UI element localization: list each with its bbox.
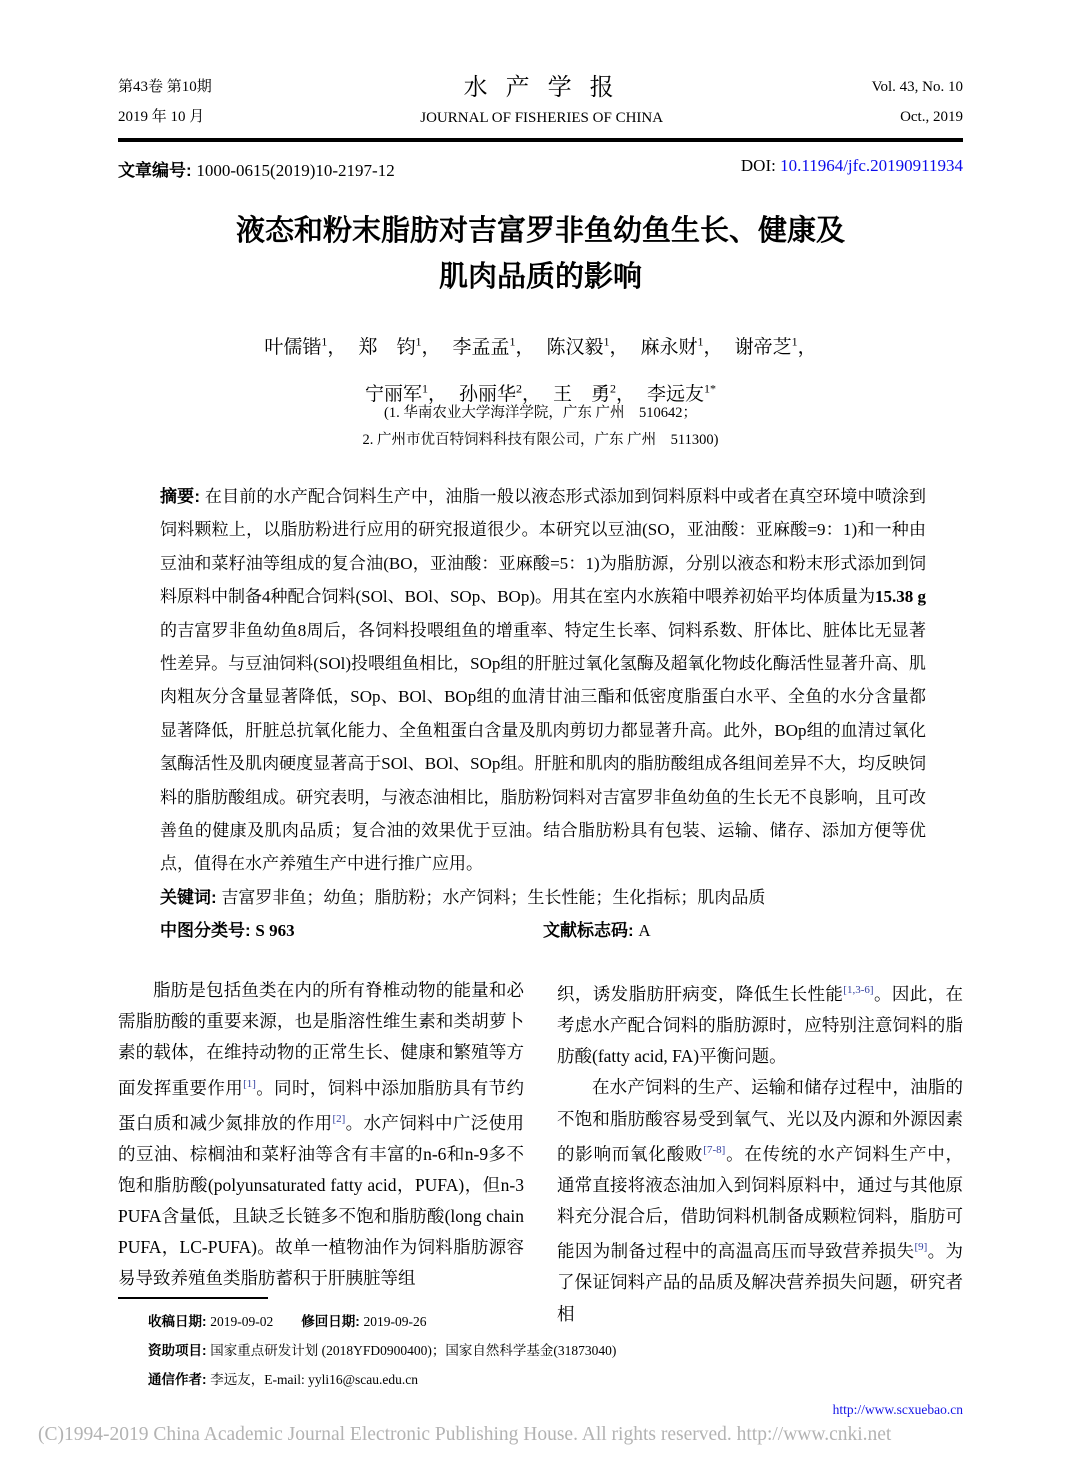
funding-value: 国家重点研发计划 (2018YFD0900400)；国家自然科学基金(31873040) [210, 1343, 617, 1358]
revised-label: 修回日期: [301, 1314, 364, 1329]
body-text: 在水产饲料的生产、运输和储存过程中，油脂的不饱和脂肪酸容易受到氧气、光以及内源和外源因素的影响而氧化酸败 [557, 1077, 963, 1164]
funding-label: 资助项目: [148, 1343, 211, 1358]
body-text: 。水产饲料中广泛使用的豆油、棕榈油和菜籽油等含有丰富的n-6和n-9多不饱和脂肪酸(polyunsaturated fatty acid，PUFA)，但n-3 PUFA含量低，且缺乏长链多不饱和脂肪酸(long chain PUFA，LC-PUFA)。故单一植物油作为饲料脂肪源容易导致养殖鱼类脂肪蓄积于肝胰脏等组 [118, 1112, 525, 1289]
affiliation-2: 2. 广州市优百特饲料科技有限公司，广东 广州 511300) [362, 432, 719, 448]
author-separator: ， [515, 337, 535, 359]
volume-issue-cn: 第43卷 第10期 [118, 79, 212, 95]
author [264, 337, 346, 358]
article-title [118, 208, 963, 300]
document-code-label: 文献标志码: [543, 921, 639, 941]
abstract-section [160, 480, 926, 948]
meta-row [118, 156, 963, 181]
journal-title-en: JOURNAL OF FISHERIES OF CHINA [420, 110, 664, 126]
document-code [543, 914, 651, 947]
clc-value: S 963 [255, 921, 295, 941]
author [735, 337, 817, 358]
author-separator: ， [703, 337, 723, 359]
copyright-line: (C)1994-2019 China Academic Journal Electronic Publishing House. All rights reserved. http://www.cnki.net [38, 1424, 892, 1445]
author-affiliation-superscript: 2 [515, 381, 522, 396]
article-number-label: 文章编号: [118, 161, 197, 180]
body-text: 。同时，饲料中添加脂肪具有节约蛋白质和减少氮排放的作用 [118, 1077, 525, 1133]
author-affiliation-superscript: 1* [704, 381, 717, 396]
body-paragraph [118, 975, 524, 1295]
corresponding-label: 通信作者: [148, 1372, 211, 1387]
scxuebao-link[interactable]: http://www.scxuebao.cn [832, 1402, 963, 1417]
abstract-text-1: 在目前的水产配合饲料生产中，油脂一般以液态形式添加到饲料原料中或者在真空环境中喷涂到饲料颗粒上，以脂肪粉进行应用的研究报道很少。本研究以豆油(SO，亚油酸：亚麻酸=9：1)和一种由豆油和菜籽油等组成的复合油(BO，亚油酸：亚麻酸=5：1)为脂肪源，分别以液态和粉末形式添加到饲料原料中制备4种配合饲料(SOl、BOl、SOp、BOp)。用其在室内水族箱中喂养初始平均体质量为 [160, 487, 926, 607]
author-affiliation-superscript: 1 [509, 335, 516, 349]
body-text: 。在传统的水产饲料生产中，通常直接将液态油加入到饲料原料中，通过与其他原料充分混合后，借助饲料机制备成颗粒饲料，脂肪可能因为制备过程中的高温高压而导致营养损失 [557, 1143, 964, 1262]
author-separator: ， [327, 337, 347, 359]
author-name: 叶儒锴 [264, 337, 322, 359]
header-journal-block [420, 72, 663, 132]
header-rule [118, 138, 963, 142]
footnote-section [118, 1297, 963, 1394]
author-affiliation-superscript: 1 [421, 381, 428, 396]
author [358, 337, 440, 358]
author-affiliation-superscript: 1 [321, 335, 328, 349]
keywords-line [160, 881, 926, 914]
author-separator: ， [616, 383, 636, 405]
body-right-column [557, 975, 963, 1330]
doi-label: DOI: [740, 156, 781, 175]
corresponding-value: 李远友，E-mail: yyli16@scau.edu.cn [210, 1372, 419, 1387]
received-value: 2019-09-02 [210, 1314, 274, 1329]
body-text: 。为了保证饲料产品的品质及解决营养损失问题，研究者相 [557, 1241, 964, 1324]
keywords-text: 吉富罗非鱼；幼鱼；脂肪粉；水产饲料；生长性能；生化指标；肌肉品质 [221, 887, 766, 907]
reference-superscript[interactable]: [9] [914, 1241, 928, 1254]
abstract-text-2: 的吉富罗非鱼幼鱼8周后，各饲料投喂组鱼的增重率、特定生长率、饲料系数、肝体比、脏体比无显著性差异。与豆油饲料(SOl)投喂组鱼相比，SOp组的肝脏过氧化氢酶及超氧化物歧化酶活性显著升高、肌肉粗灰分含量显著降低，SOp、BOl、BOp组的血清甘油三酯和低密度脂蛋白水平、全鱼的水分含量都显著降低，肝脏总抗氧化能力、全鱼粗蛋白含量及肌肉剪切力都显著升高。此外，BOp组的血清过氧化氢酶活性及肌肉硬度显著高于SOl、BOl、SOp组。肝脏和肌肉的脂肪酸组成各组间差异不大，均反映饲料的脂肪酸组成。研究表明，与液态油相比，脂肪粉饲料对吉富罗非鱼幼鱼的生长无不良影响，且可改善鱼的健康及肌肉品质；复合油的效果优于豆油。结合脂肪粉具有包装、运输、储存、添加方便等优点，值得在水产养殖生产中进行推广应用。 [160, 620, 926, 874]
body-paragraph [557, 1072, 963, 1329]
author [547, 337, 629, 358]
body-columns [118, 975, 963, 1330]
footnote-rule [118, 1297, 268, 1299]
author-name: 谢帝芝 [734, 337, 792, 359]
doi-link[interactable]: 10.11964/jfc.20190911934 [780, 156, 963, 175]
reference-superscript[interactable]: [1] [243, 1077, 256, 1090]
reference-superscript[interactable]: [1,3-6] [843, 984, 874, 996]
reference-superscript[interactable]: [2] [332, 1112, 346, 1125]
article-number [118, 156, 395, 181]
clc-number [160, 914, 543, 947]
author-separator: ， [797, 337, 817, 359]
doi [741, 156, 963, 181]
body-left-column [118, 975, 524, 1330]
revised-value: 2019-09-26 [363, 1314, 427, 1329]
footnote-funding [118, 1336, 963, 1365]
body-text: 脂肪是包括鱼类在内的所有脊椎动物的能量和必需脂肪酸的重要来源，也是脂溶性维生素和类胡萝卜素的载体，在维持动物的正常生长、健康和繁殖等方面发挥重要作用 [118, 980, 524, 1098]
classification-row [160, 914, 926, 947]
date-en: Oct., 2019 [900, 109, 963, 125]
author-affiliation-superscript: 1 [415, 335, 422, 349]
author-separator: ， [521, 383, 541, 405]
journal-header [118, 72, 963, 132]
keywords-label: 关键词: [160, 887, 222, 907]
footnote-dates [118, 1307, 963, 1336]
footnote-corresponding [118, 1365, 963, 1394]
author-separator: ， [427, 383, 447, 405]
author-affiliation-superscript: 2 [610, 381, 617, 396]
author-name: 麻永财 [640, 337, 698, 359]
article-number-value: 1000-0615(2019)10-2197-12 [196, 161, 395, 180]
abstract-paragraph [160, 480, 926, 881]
author [452, 337, 534, 358]
affiliations [118, 400, 963, 454]
affiliation-1: (1. 华南农业大学海洋学院，广东 广州 510642； [384, 405, 697, 421]
body-text: 。因此，在考虑水产配合饲料的脂肪源时，应特别注意饲料的脂肪酸(fatty acid, FA)平衡问题。 [557, 983, 964, 1067]
body-text: 织，诱发脂肪肝病变，降低生长性能 [557, 983, 844, 1004]
author-affiliation-superscript: 1 [697, 335, 704, 349]
abstract-weight-value: 15.38 g [875, 587, 927, 607]
header-issue-block [118, 72, 212, 132]
body-paragraph [557, 975, 963, 1072]
journal-title-cn: 水 产 学 报 [463, 75, 620, 101]
authors-line-1 [118, 322, 963, 368]
author-affiliation-superscript: 1 [603, 335, 610, 349]
reference-superscript[interactable]: [7-8] [703, 1143, 726, 1156]
author-name: 陈汉毅 [546, 337, 604, 359]
author-name: 李孟孟 [452, 337, 510, 359]
clc-label: 中图分类号: [160, 921, 256, 941]
author-name: 孙丽华 [458, 383, 516, 405]
author-name: 郑 钧 [358, 337, 416, 359]
author-name: 王 勇 [553, 383, 611, 405]
title-line-2: 肌肉品质的影响 [438, 261, 642, 293]
author-affiliation-superscript: 1 [791, 335, 798, 349]
author-separator: ， [609, 337, 629, 359]
author-separator: ， [421, 337, 441, 359]
document-code-value: A [638, 921, 651, 941]
volume-issue-en: Vol. 43, No. 10 [871, 79, 963, 95]
abstract-label: 摘要: [160, 487, 205, 506]
header-vol-block [872, 72, 963, 132]
title-line-1: 液态和粉末脂肪对吉富罗非鱼幼鱼生长、健康及 [235, 215, 845, 247]
received-label: 收稿日期: [148, 1314, 211, 1329]
author-name: 李远友 [647, 383, 705, 405]
author [641, 337, 723, 358]
date-cn: 2019 年 10 月 [118, 109, 205, 125]
author-name: 宁丽军 [364, 383, 422, 405]
